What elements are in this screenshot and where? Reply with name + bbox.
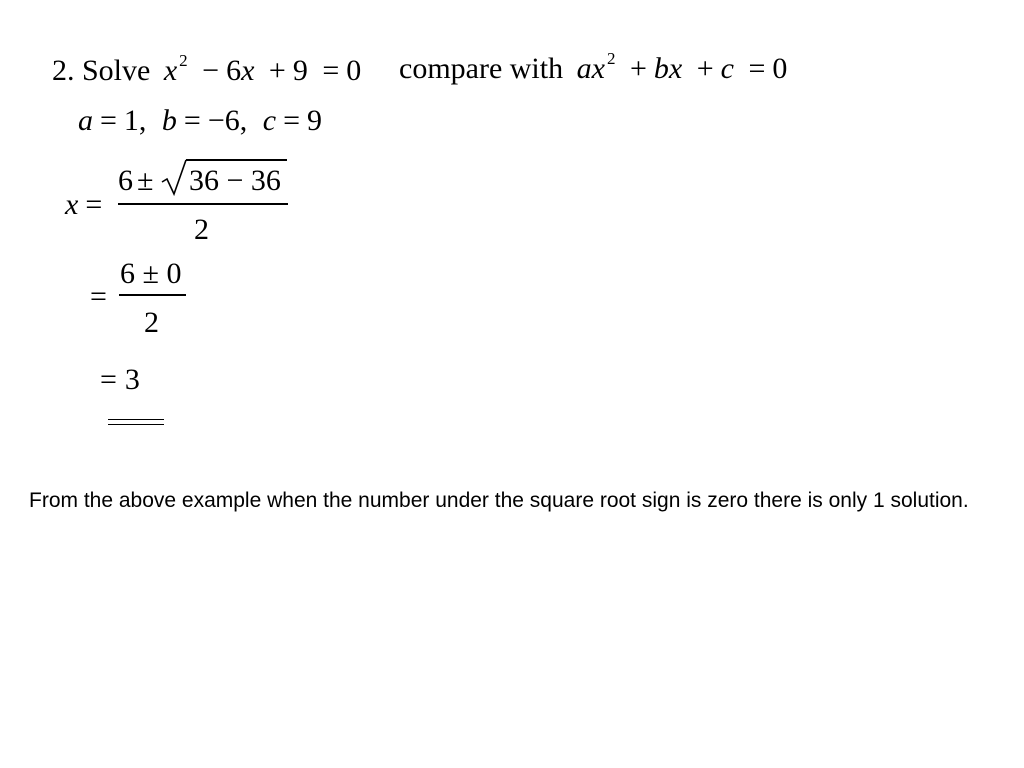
coef-b-value: −6, [207, 104, 248, 137]
general-plus-2: + [696, 52, 714, 85]
coef-b-equals: = [183, 104, 201, 137]
coef-c-label: c [262, 104, 277, 137]
step2-fraction-bar [119, 294, 186, 296]
step3-result-line [100, 365, 140, 395]
coef-a-value: 1, [123, 104, 147, 137]
step1-radicand: 36 − 36 [189, 164, 281, 197]
coef-b-label: b [161, 104, 177, 137]
step2-denominator: 2 [144, 306, 159, 339]
eq-var-x2: x [241, 54, 255, 87]
explanation-note: From the above example when the number under the square root sign is zero there is only 1 solution. [29, 489, 969, 512]
compare-text: compare with [399, 52, 564, 85]
step1-denominator: 2 [194, 213, 209, 246]
compare-statement [399, 49, 788, 85]
step2-equals: = [90, 280, 107, 313]
eq-rhs: 0 [346, 54, 362, 87]
eq-var-x: x [163, 54, 178, 87]
general-c: c [720, 52, 734, 85]
general-a: a [576, 52, 592, 85]
eq-exponent: 2 [179, 51, 188, 70]
eq-equals: = [322, 54, 340, 87]
coefficients-line [78, 106, 322, 136]
problem-statement [52, 51, 362, 87]
step1-equals: = [85, 188, 103, 221]
general-exponent: 2 [606, 49, 616, 68]
eq-coef: 6 [226, 54, 242, 87]
step3-result: 3 [124, 363, 140, 396]
square-root-icon [160, 158, 190, 198]
coef-a-equals: = [100, 104, 117, 137]
general-b: b [653, 52, 669, 85]
eq-minus: − [202, 54, 220, 87]
eq-plus: + [268, 54, 286, 87]
step1-lhs [65, 190, 109, 220]
answer-double-underline [108, 419, 164, 425]
coef-a-label: a [78, 104, 93, 137]
eq-constant: 9 [292, 54, 308, 87]
step3-equals: = [100, 363, 117, 396]
step1-num-six: 6 [118, 164, 133, 197]
problem-verb: Solve [82, 54, 151, 87]
step1-numerator [118, 166, 157, 196]
general-x: x [591, 52, 605, 85]
coef-c-equals: = [283, 104, 301, 137]
step1-plus-minus: ± [137, 164, 154, 197]
step1-x: x [65, 188, 79, 221]
general-equals: = [748, 52, 766, 85]
step1-fraction-bar [118, 203, 288, 205]
general-plus-1: + [629, 52, 647, 85]
coef-c-value: 9 [307, 104, 323, 137]
general-rhs: 0 [772, 52, 788, 85]
problem-number: 2. [52, 54, 75, 87]
general-x2: x [668, 52, 683, 85]
step2-numerator: 6 ± 0 [120, 257, 182, 290]
radical-overline [186, 159, 287, 161]
